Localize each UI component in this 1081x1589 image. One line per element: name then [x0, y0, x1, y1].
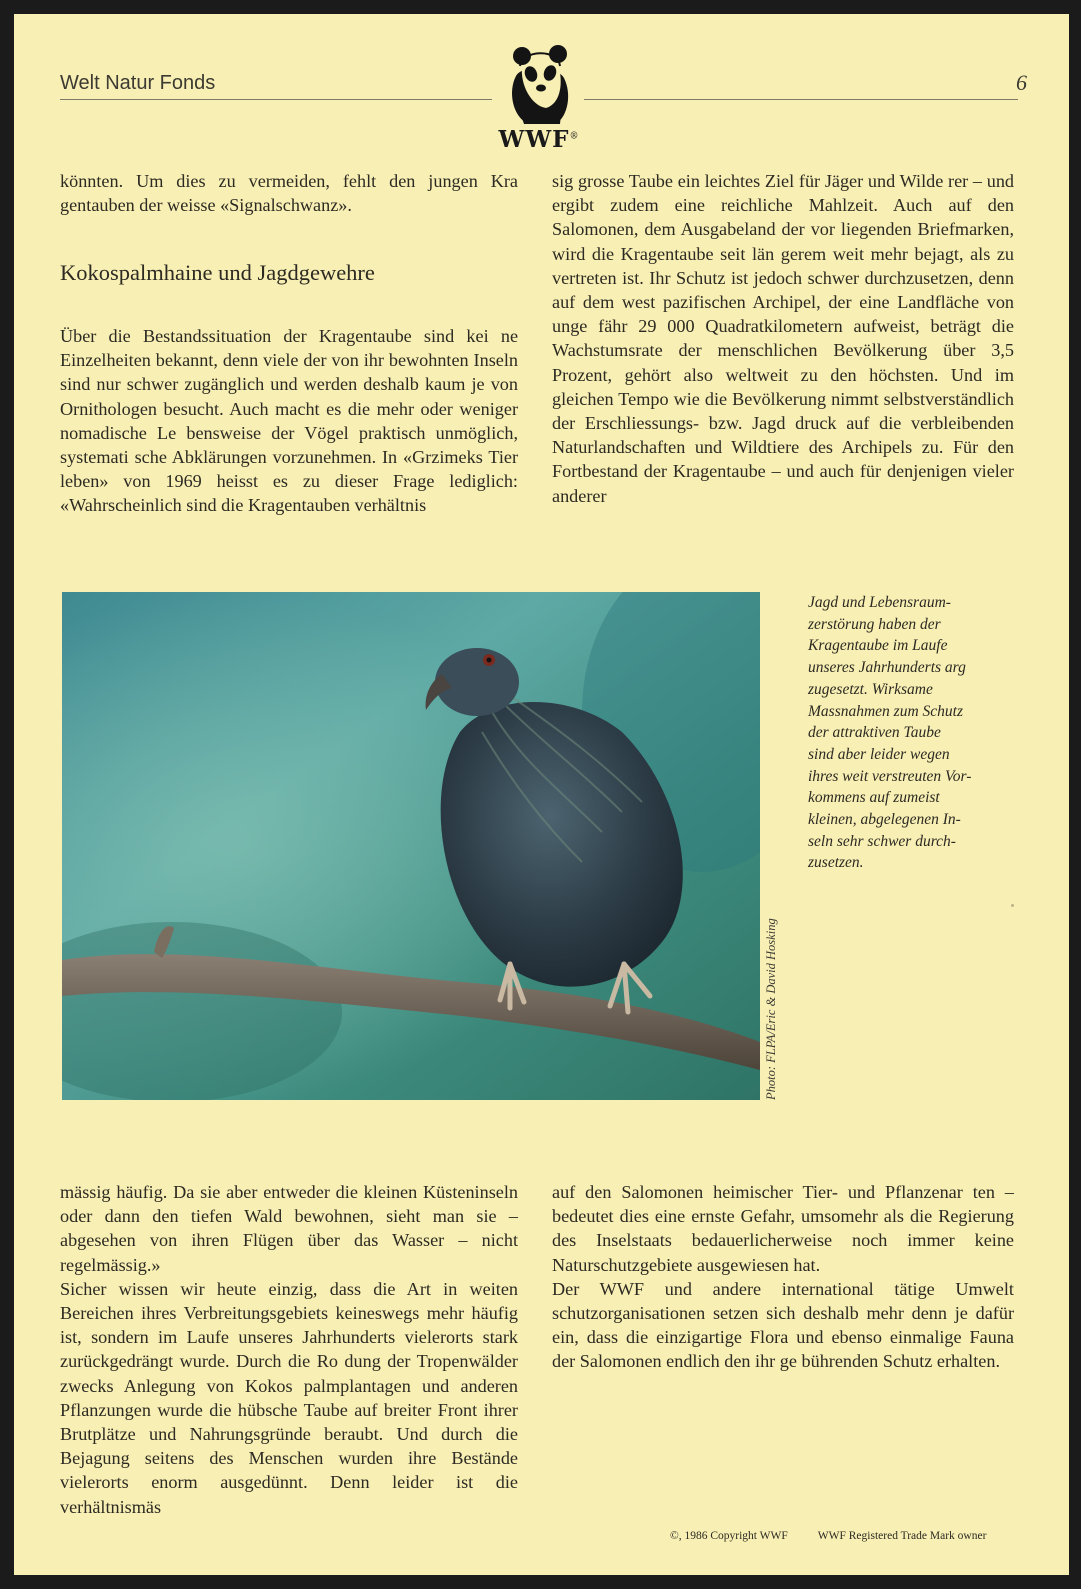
column-top-left	[60, 169, 518, 217]
text-line: mässig häufig. Da sie aber entweder die kleinen	[60, 1182, 424, 1202]
paragraph-intro	[60, 169, 518, 217]
caption-line: der attraktiven Taube	[808, 724, 941, 742]
text-line: die Regierung des Inselstaats bedauerlicherweise noch	[552, 1206, 1014, 1251]
text-line: dung der Tropenwälder zwecks Anlegung von Kokos	[60, 1351, 518, 1396]
caption-line: kleinen, abgelegenen In-	[808, 811, 961, 829]
text-line: selbstverständlich der Erschliessungs- bzw. Jagd	[552, 388, 1014, 434]
text-line: fähr 29 000 Quadratkilometern aufweist, beträgt die	[598, 316, 1014, 337]
caption-line: zerstörung haben der	[808, 615, 941, 633]
text-line: Wasser – nicht regelmässig.»	[60, 1230, 518, 1275]
text-line: ne Einzelheiten bekannt, denn viele der von ihr	[60, 326, 519, 371]
text-line: seitens des Menschen wurden ihre Bestände vielerorts	[60, 1448, 518, 1493]
text-line: Der WWF und andere international tätige Umwelt	[552, 1278, 1014, 1299]
caption-line: Jagd und Lebensraum-	[808, 594, 951, 611]
text-line: Über die Bestandssituation der Kragentaube sind kei	[60, 326, 489, 346]
paper-speck	[1011, 904, 1014, 907]
panda-logo-icon	[498, 36, 580, 128]
text-line: immer keine Naturschutzgebiete ausgewiesen hat.	[552, 1230, 1014, 1275]
text-line: pazifischen Archipel, der eine Landfläche von unge	[552, 292, 1015, 337]
column-bottom-right	[552, 1180, 1014, 1374]
text-line: ten – bedeutet dies eine ernste Gefahr, umsomehr als	[552, 1182, 1014, 1227]
text-line: gentauben der weisse «Signalschwanz».	[60, 195, 352, 216]
text-line: gerem weit mehr bejagt, als zu vertreten ist. Ihr Schutz	[552, 243, 1014, 288]
header-rule-right	[584, 99, 1018, 100]
text-line: auf den Salomonen heimischer Tier- und Pflanzenar	[552, 1182, 963, 1202]
text-line: ist jedoch schwer durchzusetzen, denn auf dem west	[552, 267, 1014, 313]
text-line: Wildtiere des Archipels zu. Für den Fortbestand der	[552, 437, 1014, 482]
pigeon-photo	[62, 592, 760, 1100]
column-bottom-left	[60, 1180, 518, 1519]
text-line: Und im gleichen Tempo wie die Bevölkerung nimmt	[552, 364, 1014, 409]
text-line: Sicher wissen wir heute einzig, dass die Art in weiten	[60, 1278, 518, 1299]
caption-line: Kragentaube im Laufe	[808, 637, 948, 655]
photo-caption	[808, 592, 1023, 874]
header-rule-left	[60, 99, 492, 100]
paragraph-hunting	[552, 169, 1014, 508]
text-line: Bereichen ihres Verbreitungsgebiets keineswegs mehr	[60, 1303, 472, 1324]
text-line: Wachstumsrate der menschlichen Bevölkerung über	[552, 340, 992, 361]
text-line: Kragentaube – und auch für denjenigen vieler anderer	[552, 461, 1014, 506]
text-line: sieht man sie – abgesehen von ihren Flügen über das	[60, 1206, 518, 1251]
text-line: Auch auf den Salomonen, dem Ausgabeland der vor	[552, 195, 1014, 240]
paragraph-status	[60, 324, 518, 518]
org-name: Welt Natur Fonds	[60, 72, 216, 94]
paragraph-protection	[552, 1180, 1014, 1374]
text-line: druck auf die verbleibenden Naturlandschaften und	[552, 413, 1015, 458]
text-line: schutzorganisationen setzen sich deshalb mehr denn	[552, 1303, 955, 1324]
paragraph-distribution	[60, 1180, 518, 1519]
copyright-notice: ©, 1986 Copyright WWF	[670, 1530, 788, 1542]
photo-credit: Photo: FLPA/Eric & David Hosking	[764, 918, 778, 1100]
text-line: leben» von 1969 heisst es zu dieser Frage lediglich:	[60, 471, 518, 492]
text-line: hübsche Taube auf breiter Front ihrer Brutplätze und	[60, 1399, 518, 1445]
text-line: bührenden Schutz erhalten.	[801, 1351, 1000, 1372]
caption-line: kommens auf zumeist	[808, 789, 940, 807]
footer	[670, 1530, 986, 1542]
text-line: je dafür ein, dass die einzigartige Flora und ebenso	[552, 1303, 1015, 1348]
caption-line: zugesetzt. Wirksame	[808, 680, 933, 698]
text-line: Nahrungsgründe beraubt. Und durch die Bejagung	[60, 1424, 518, 1469]
text-line: palmplantagen und anderen Pflanzungen wurde die	[60, 1375, 519, 1420]
text-line: bewohnten Inseln sind nur schwer zugänglich und	[60, 350, 519, 395]
text-line: enorm ausgedünnt. Denn leider ist die verhältnismäs	[60, 1472, 518, 1517]
page-number: 6	[1016, 70, 1027, 95]
document-page	[14, 14, 1069, 1575]
trademark-notice: WWF Registered Trade Mark owner	[817, 1530, 987, 1542]
wwf-logo-text: WWF®	[498, 126, 580, 153]
text-line: rer – und ergibt zudem eine reichliche Mahlzeit.	[552, 171, 1015, 216]
caption-line: sind aber leider wegen	[808, 745, 950, 763]
text-line: häufig ist, sondern im Laufe unseres Jahrhunderts	[60, 1303, 518, 1348]
column-top-right	[552, 169, 1014, 508]
text-line: Auch macht es die mehr oder weniger nomadische Le	[60, 398, 518, 443]
text-line: sche Abklärungen vorzunehmen. In «Grzimeks Tier	[134, 447, 518, 468]
caption-line: seln sehr schwer durch-	[808, 832, 956, 850]
caption-line: Massnahmen zum Schutz	[808, 702, 963, 720]
text-line: werden deshalb kaum je von Ornithologen besucht.	[60, 374, 518, 419]
text-line: «Wahrscheinlich sind die Kragentauben verhältnis	[60, 495, 427, 516]
section-heading: Kokospalmhaine und Jagdgewehre	[60, 260, 375, 285]
text-line: könnten. Um dies zu vermeiden, fehlt den jungen Kra	[60, 171, 518, 191]
wwf-logo	[498, 36, 580, 160]
text-line: bensweise der Vögel praktisch unmöglich, systemati	[60, 422, 518, 468]
text-line: sig grosse Taube ein leichtes Ziel für Jäger und Wilde	[552, 171, 944, 191]
caption-line: unseres Jahrhunderts arg	[808, 659, 966, 677]
text-line: Küsteninseln oder dann den tiefen Wald bewohnen,	[60, 1182, 518, 1227]
text-line: 3,5 Prozent, gehört also weltweit zu den höchsten.	[552, 340, 1014, 385]
text-line: vielerorts stark zurückgedrängt wurde. Durch die Ro	[60, 1327, 518, 1372]
caption-line: ihres weit verstreuten Vor-	[808, 767, 972, 785]
column-mid-left	[60, 324, 518, 518]
text-line: einmalige Fauna der Salomonen endlich den ihr ge	[552, 1327, 1014, 1372]
caption-line: zusetzen.	[808, 854, 864, 872]
text-line: liegenden Briefmarken, wird die Kragentaube seit län	[552, 219, 1015, 264]
